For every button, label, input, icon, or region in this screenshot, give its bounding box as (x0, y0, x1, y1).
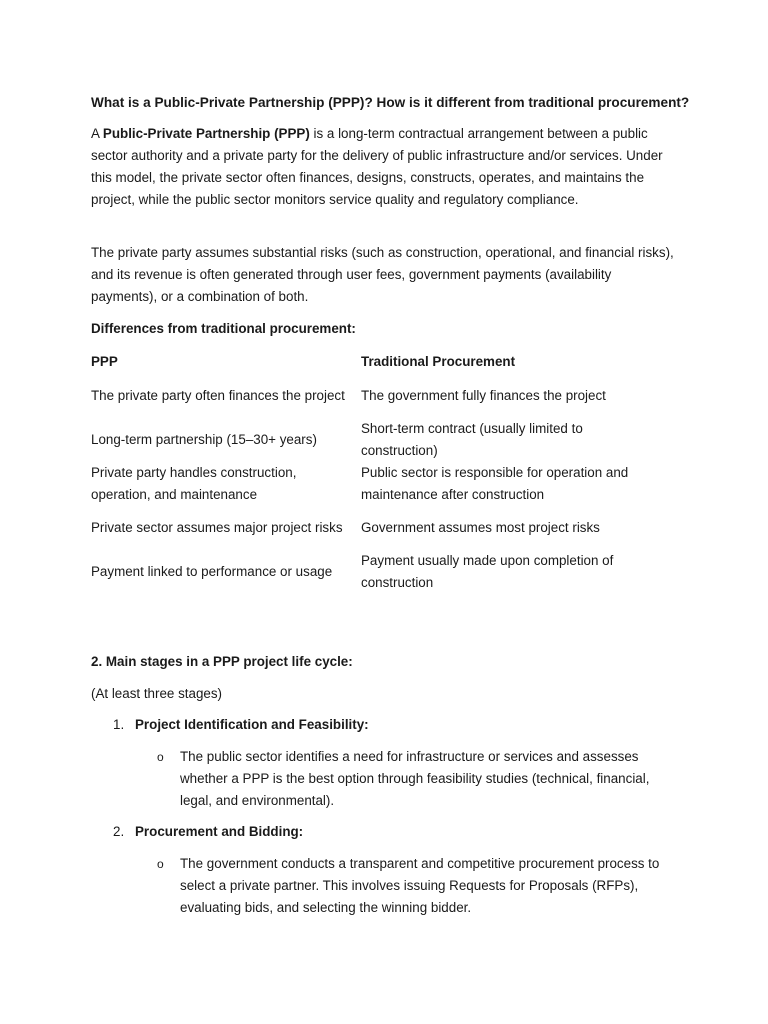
table-row (89, 418, 663, 462)
stage-number: 1. (113, 717, 125, 732)
table-header-row (89, 350, 663, 374)
comparison-table (89, 350, 663, 594)
question-heading: What is a Public-Private Partnership (PPP)? How is it different from traditional procurement? (91, 95, 690, 110)
ppp-cell: Long-term partnership (15–30+ years) (91, 432, 317, 447)
stage-title: Project Identification and Feasibility: (135, 717, 369, 732)
stage-detail (157, 746, 680, 812)
intro-term: Public-Private Partnership (PPP) (102, 126, 310, 141)
stage-number: 2. (113, 824, 125, 839)
stage-detail (157, 853, 680, 919)
ppp-cell: The private party often finances the project (91, 388, 345, 403)
traditional-cell: The government fully finances the project (361, 388, 606, 403)
table-row (89, 550, 663, 594)
stage-detail-text: The government conducts a transparent and competitive procurement process to select a private partner. This involves issuing Requests for Proposals (RFPs), evaluating bids, and selecting the winning bidder. (180, 856, 660, 915)
stage-detail-text: The public sector identifies a need for infrastructure or services and assesses whether a PPP is the best option through feasibility studies (technical, financial, legal, and environmental). (180, 749, 650, 808)
table-row (89, 462, 663, 506)
table-row (89, 374, 663, 418)
traditional-cell: Payment usually made upon completion of construction (361, 553, 614, 590)
section2-heading: 2. Main stages in a PPP project life cycle: (91, 654, 353, 669)
bullet-icon: o (157, 857, 164, 871)
intro-rest: is a long-term contractual arrangement between a public sector authority and a private party for the delivery of public infrastructure and/or services. Under this model, the private sector often finances, designs, constructs, operates, and maintains the project, while the public sector monitors service quality and regulatory compliance. (91, 126, 663, 207)
list-item (91, 821, 691, 919)
bullet-icon: o (157, 750, 164, 764)
traditional-cell: Public sector is responsible for operation and maintenance after construction (361, 465, 629, 502)
list-item (91, 714, 691, 812)
differences-heading: Differences from traditional procurement: (91, 321, 356, 336)
header-ppp: PPP (91, 354, 118, 369)
traditional-cell: Short-term contract (usually limited to construction) (361, 421, 583, 458)
table-row (89, 506, 663, 550)
header-traditional: Traditional Procurement (361, 354, 516, 369)
intro-prefix: A (91, 126, 103, 141)
ppp-cell: Private party handles construction, operation, and maintenance (91, 465, 297, 502)
stages-list (91, 714, 691, 928)
intro-paragraph (91, 123, 681, 211)
ppp-cell: Payment linked to performance or usage (91, 564, 333, 579)
traditional-cell: Government assumes most project risks (361, 520, 600, 535)
risk-paragraph: The private party assumes substantial risks (such as construction, operational, and financial risks), and its revenue is often generated through user fees, government payments (availability payments), or a combination of both. (91, 245, 674, 304)
ppp-cell: Private sector assumes major project risks (91, 520, 343, 535)
stage-title: Procurement and Bidding: (135, 824, 304, 839)
section2-note: (At least three stages) (91, 686, 222, 701)
